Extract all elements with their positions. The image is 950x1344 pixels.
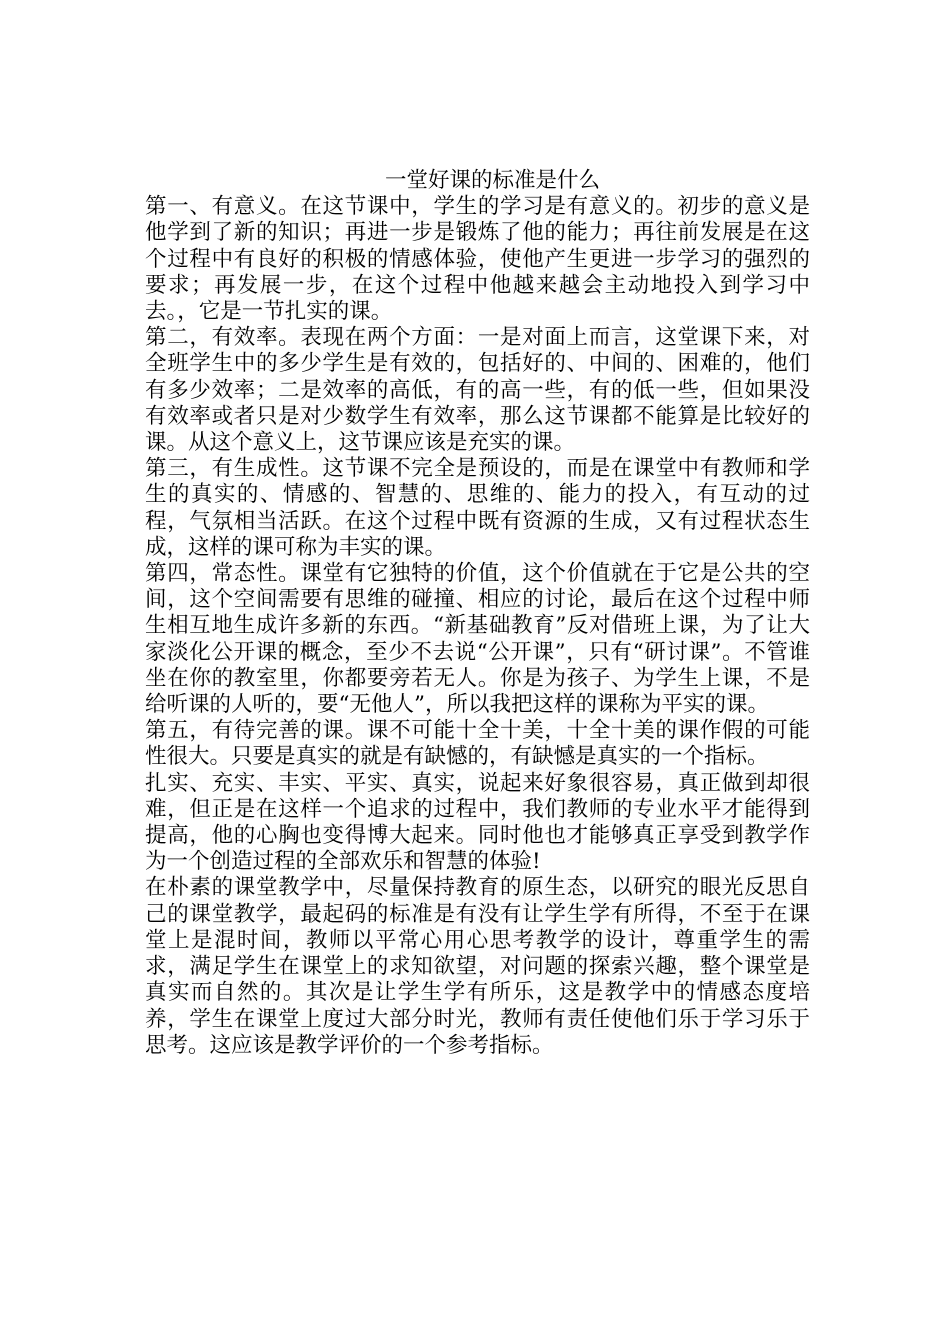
paragraph-generative: 第三，有生成性。这节课不完全是预设的，而是在课堂中有教师和学生的真实的、情感的、智慧的、思维的、能力的投入，有互动的过程，气氛相当活跃。在这个过程中既有资源的生成，又有过程状态生成，这样的课可称为丰实的课。 bbox=[145, 456, 810, 560]
document-body bbox=[145, 168, 810, 1059]
paragraph-simple-teaching: 在朴素的课堂教学中，尽量保持教育的原生态，以研究的眼光反思自己的课堂教学，最起码的标准是有没有让学生学有所得，不至于在课堂上是混时间，教师以平常心用心思考教学的设计，尊重学生的需求，满足学生在课堂上的求知欲望，对问题的探索兴趣，整个课堂是真实而自然的。其次是让学生学有所乐，这是教学中的情感态度培养，学生在课堂上度过大部分时光，教师有责任使他们乐于学习乐于思考。这应该是教学评价的一个参考指标。 bbox=[145, 875, 810, 1058]
paragraph-summary: 扎实、充实、丰实、平实、真实，说起来好象很容易，真正做到却很难，但正是在这样一个追求的过程中，我们教师的专业水平才能得到提高，他的心胸也变得博大起来。同时他也才能够真正享受到教学作为一个创造过程的全部欢乐和智慧的体验! bbox=[145, 770, 810, 875]
paragraph-meaningful: 第一、有意义。在这节课中，学生的学习是有意义的。初步的意义是他学到了新的知识；再进一步是锻炼了他的能力；再往前发展是在这个过程中有良好的积极的情感体验，使他产生更进一步学习的强烈的要求；再发展一步，在这个过程中他越来越会主动地投入到学习中去。，它是一节扎实的课。 bbox=[145, 194, 810, 325]
paragraph-normality: 第四，常态性。课堂有它独特的价值，这个价值就在于它是公共的空间，这个空间需要有思维的碰撞、相应的讨论，最后在这个过程中师生相互地生成许多新的东西。“新基础教育”反对借班上课，为了让大家淡化公开课的概念，至少不去说“公开课”，只有“研讨课”。不管谁坐在你的教室里，你都要旁若无人。你是为孩子、为学生上课，不是给听课的人听的，要“无他人”，所以我把这样的课称为平实的课。 bbox=[145, 561, 810, 718]
document-title: 一堂好课的标准是什么 bbox=[384, 168, 600, 193]
paragraph-efficiency: 第二，有效率。表现在两个方面：一是对面上而言，这堂课下来，对全班学生中的多少学生是有效的，包括好的、中间的、困难的，他们有多少效率；二是效率的高低，有的高一些，有的低一些，但如果没有效率或者只是对少数学生有效率，那么这节课都不能算是比较好的课。从这个意义上，这节课应该是充实的课。 bbox=[145, 325, 810, 456]
paragraph-imperfect: 第五，有待完善的课。课不可能十全十美，十全十美的课作假的可能性很大。只要是真实的就是有缺憾的，有缺憾是真实的一个指标。 bbox=[145, 718, 810, 770]
